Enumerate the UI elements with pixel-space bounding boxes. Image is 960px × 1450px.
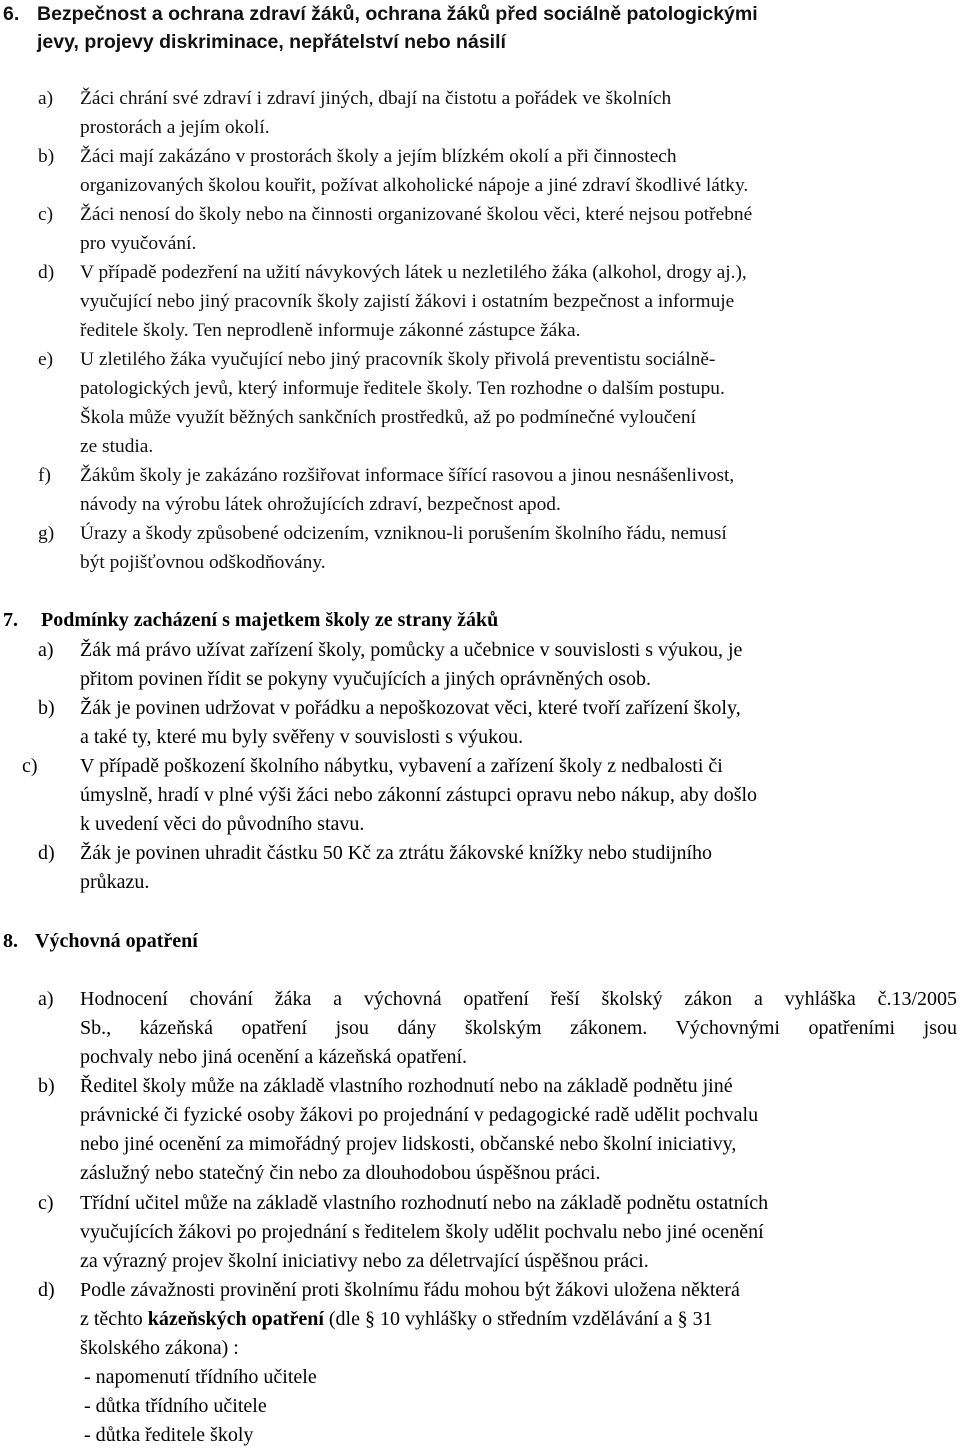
item-line: Podle závažnosti provinění proti školnímu řádu mohou být žákovi uložena některá	[80, 1279, 740, 1301]
item-label: b)	[38, 697, 55, 719]
item-line: školského zákona) :	[80, 1337, 239, 1359]
sublist-item: - důtka třídního učitele	[84, 1395, 267, 1417]
item-line: Hodnocení chování žáka a výchovná opatření řeší školský zákon a vyhláška č.13/2005	[80, 988, 957, 1010]
item-line	[80, 1305, 958, 1334]
item-label: c)	[22, 755, 38, 777]
disciplinary-measures-term: kázeňských opatření	[147, 1308, 324, 1330]
item-line: Třídní učitel může na základě vlastního rozhodnutí nebo na základě podnětu ostatních	[80, 1192, 769, 1214]
sublist-item: - důtka ředitele školy	[84, 1424, 254, 1446]
item-line: Žák je povinen udržovat v pořádku a nepoškozovat věci, které tvoří zařízení školy,	[80, 697, 741, 719]
item-line: záslužný nebo statečný čin nebo za dlouhodobou úspěšnou práci.	[80, 1162, 601, 1184]
section-6-heading-cont	[37, 28, 506, 57]
item-label: f)	[38, 465, 51, 486]
section-number: 7.	[3, 609, 18, 631]
item-label: d)	[38, 1279, 55, 1301]
item-line: právnické či fyzické osoby žákovi po projednání v pedagogické radě udělit pochvalu	[80, 1104, 759, 1126]
item-line: Žákům školy je zakázáno rozšiřovat informace šířící rasovou a jinou nesnášenlivost,	[80, 465, 735, 486]
item-line: Žáci nenosí do školy nebo na činnosti organizované školou věci, které nejsou potřebné	[80, 204, 753, 225]
section-number: 8.	[3, 930, 18, 952]
item-label: e)	[38, 349, 54, 370]
item-label: d)	[38, 842, 55, 864]
section-title: Podmínky zacházení s majetkem školy ze strany žáků	[41, 609, 499, 631]
item-line: V případě podezření na užití návykových látek u nezletilého žáka (alkohol, drogy aj.),	[80, 262, 747, 283]
item-line: Škola může využít běžných sankčních prostředků, až po podmínečné vyloučení	[80, 407, 697, 428]
item-line: a také ty, které mu byly svěřeny v souvislosti s výukou.	[80, 726, 524, 748]
item-line: nebo jiné ocenění za mimořádný projev lidskosti, občanské nebo školní iniciativy,	[80, 1133, 737, 1155]
item-text: z těchto	[80, 1308, 148, 1330]
item-line: přitom povinen řídit se pokyny vyučujících a jiných oprávněných osob.	[80, 668, 651, 690]
item-line: Žáci chrání své zdraví i zdraví jiných, dbají na čistotu a pořádek ve školních	[80, 88, 672, 109]
item-line: Žák má právo užívat zařízení školy, pomůcky a učebnice v souvislosti s výukou, je	[80, 639, 743, 661]
item-line: Žáci mají zakázáno v prostorách školy a jejím blízkém okolí a při činnostech	[80, 146, 677, 167]
sublist-item: - napomenutí třídního učitele	[84, 1366, 317, 1388]
item-line: být pojišťovnou odškodňovány.	[80, 552, 326, 573]
section-8-heading	[3, 927, 198, 956]
item-label: a)	[38, 639, 54, 661]
item-line: V případě poškození školního nábytku, vybavení a zařízení školy z nedbalosti či	[80, 755, 723, 777]
section-number: 6.	[3, 3, 20, 25]
item-label: c)	[38, 1192, 54, 1214]
item-line: průkazu.	[80, 871, 150, 893]
item-label: c)	[38, 204, 54, 225]
item-line: Ředitel školy může na základě vlastního rozhodnutí nebo na základě podnětu jiné	[80, 1075, 733, 1097]
section-title-line: Bezpečnost a ochrana zdraví žáků, ochrana žáků před sociálně patologickými	[37, 3, 758, 25]
item-line: U zletilého žáka vyučující nebo jiný pracovník školy přivolá preventistu sociálně-	[80, 349, 716, 370]
item-line: pro vyučování.	[80, 233, 197, 254]
item-text: (dle § 10 vyhlášky o středním vzdělávání a § 31	[323, 1308, 713, 1330]
section-title-line: jevy, projevy diskriminace, nepřátelství nebo násilí	[37, 31, 506, 53]
item-line: organizovaných školou kouřit, požívat alkoholické nápoje a jiné zdraví škodlivé látky.	[80, 175, 749, 196]
item-line: Sb., kázeňská opatření jsou dány školským zákonem. Výchovnými opatřeními jsou	[80, 1017, 957, 1039]
item-line: vyučujících žákovi po projednání s ředitelem školy udělit pochvalu nebo jiné ocenění	[80, 1221, 764, 1243]
item-line: vyučující nebo jiný pracovník školy zajistí žákovi i ostatním bezpečnost a informuje	[80, 291, 735, 312]
section-6-heading	[3, 0, 758, 29]
item-label: a)	[38, 88, 54, 109]
item-line: návody na výrobu látek ohrožujících zdraví, bezpečnost apod.	[80, 494, 561, 515]
item-label: b)	[38, 1075, 55, 1097]
item-line: patologických jevů, který informuje ředitele školy. Ten rozhodne o dalším postupu.	[80, 378, 725, 399]
item-line: za výrazný projev školní iniciativy nebo za déletrvající úspěšnou práci.	[80, 1250, 649, 1272]
item-line: úmyslně, hradí v plné výši žáci nebo zákonní zástupci opravu nebo nákup, aby došlo	[80, 784, 758, 806]
section-7-heading	[3, 606, 498, 635]
item-label: a)	[38, 988, 54, 1010]
item-line: Úrazy a škody způsobené odcizením, vzniknou-li porušením školního řádu, nemusí	[80, 523, 727, 544]
item-label: b)	[38, 146, 55, 167]
item-label: g)	[38, 523, 55, 544]
item-line: pochvaly nebo jiná ocenění a kázeňská opatření.	[80, 1046, 468, 1068]
section-title: Výchovná opatření	[35, 930, 198, 952]
item-line: k uvedení věci do původního stavu.	[80, 813, 365, 835]
item-line: ze studia.	[80, 436, 154, 457]
item-label: d)	[38, 262, 55, 283]
item-line: Žák je povinen uhradit částku 50 Kč za ztrátu žákovské knížky nebo studijního	[80, 842, 713, 864]
item-line: prostorách a jejím okolí.	[80, 117, 270, 138]
item-line: ředitele školy. Ten neprodleně informuje zákonné zástupce žáka.	[80, 320, 581, 341]
